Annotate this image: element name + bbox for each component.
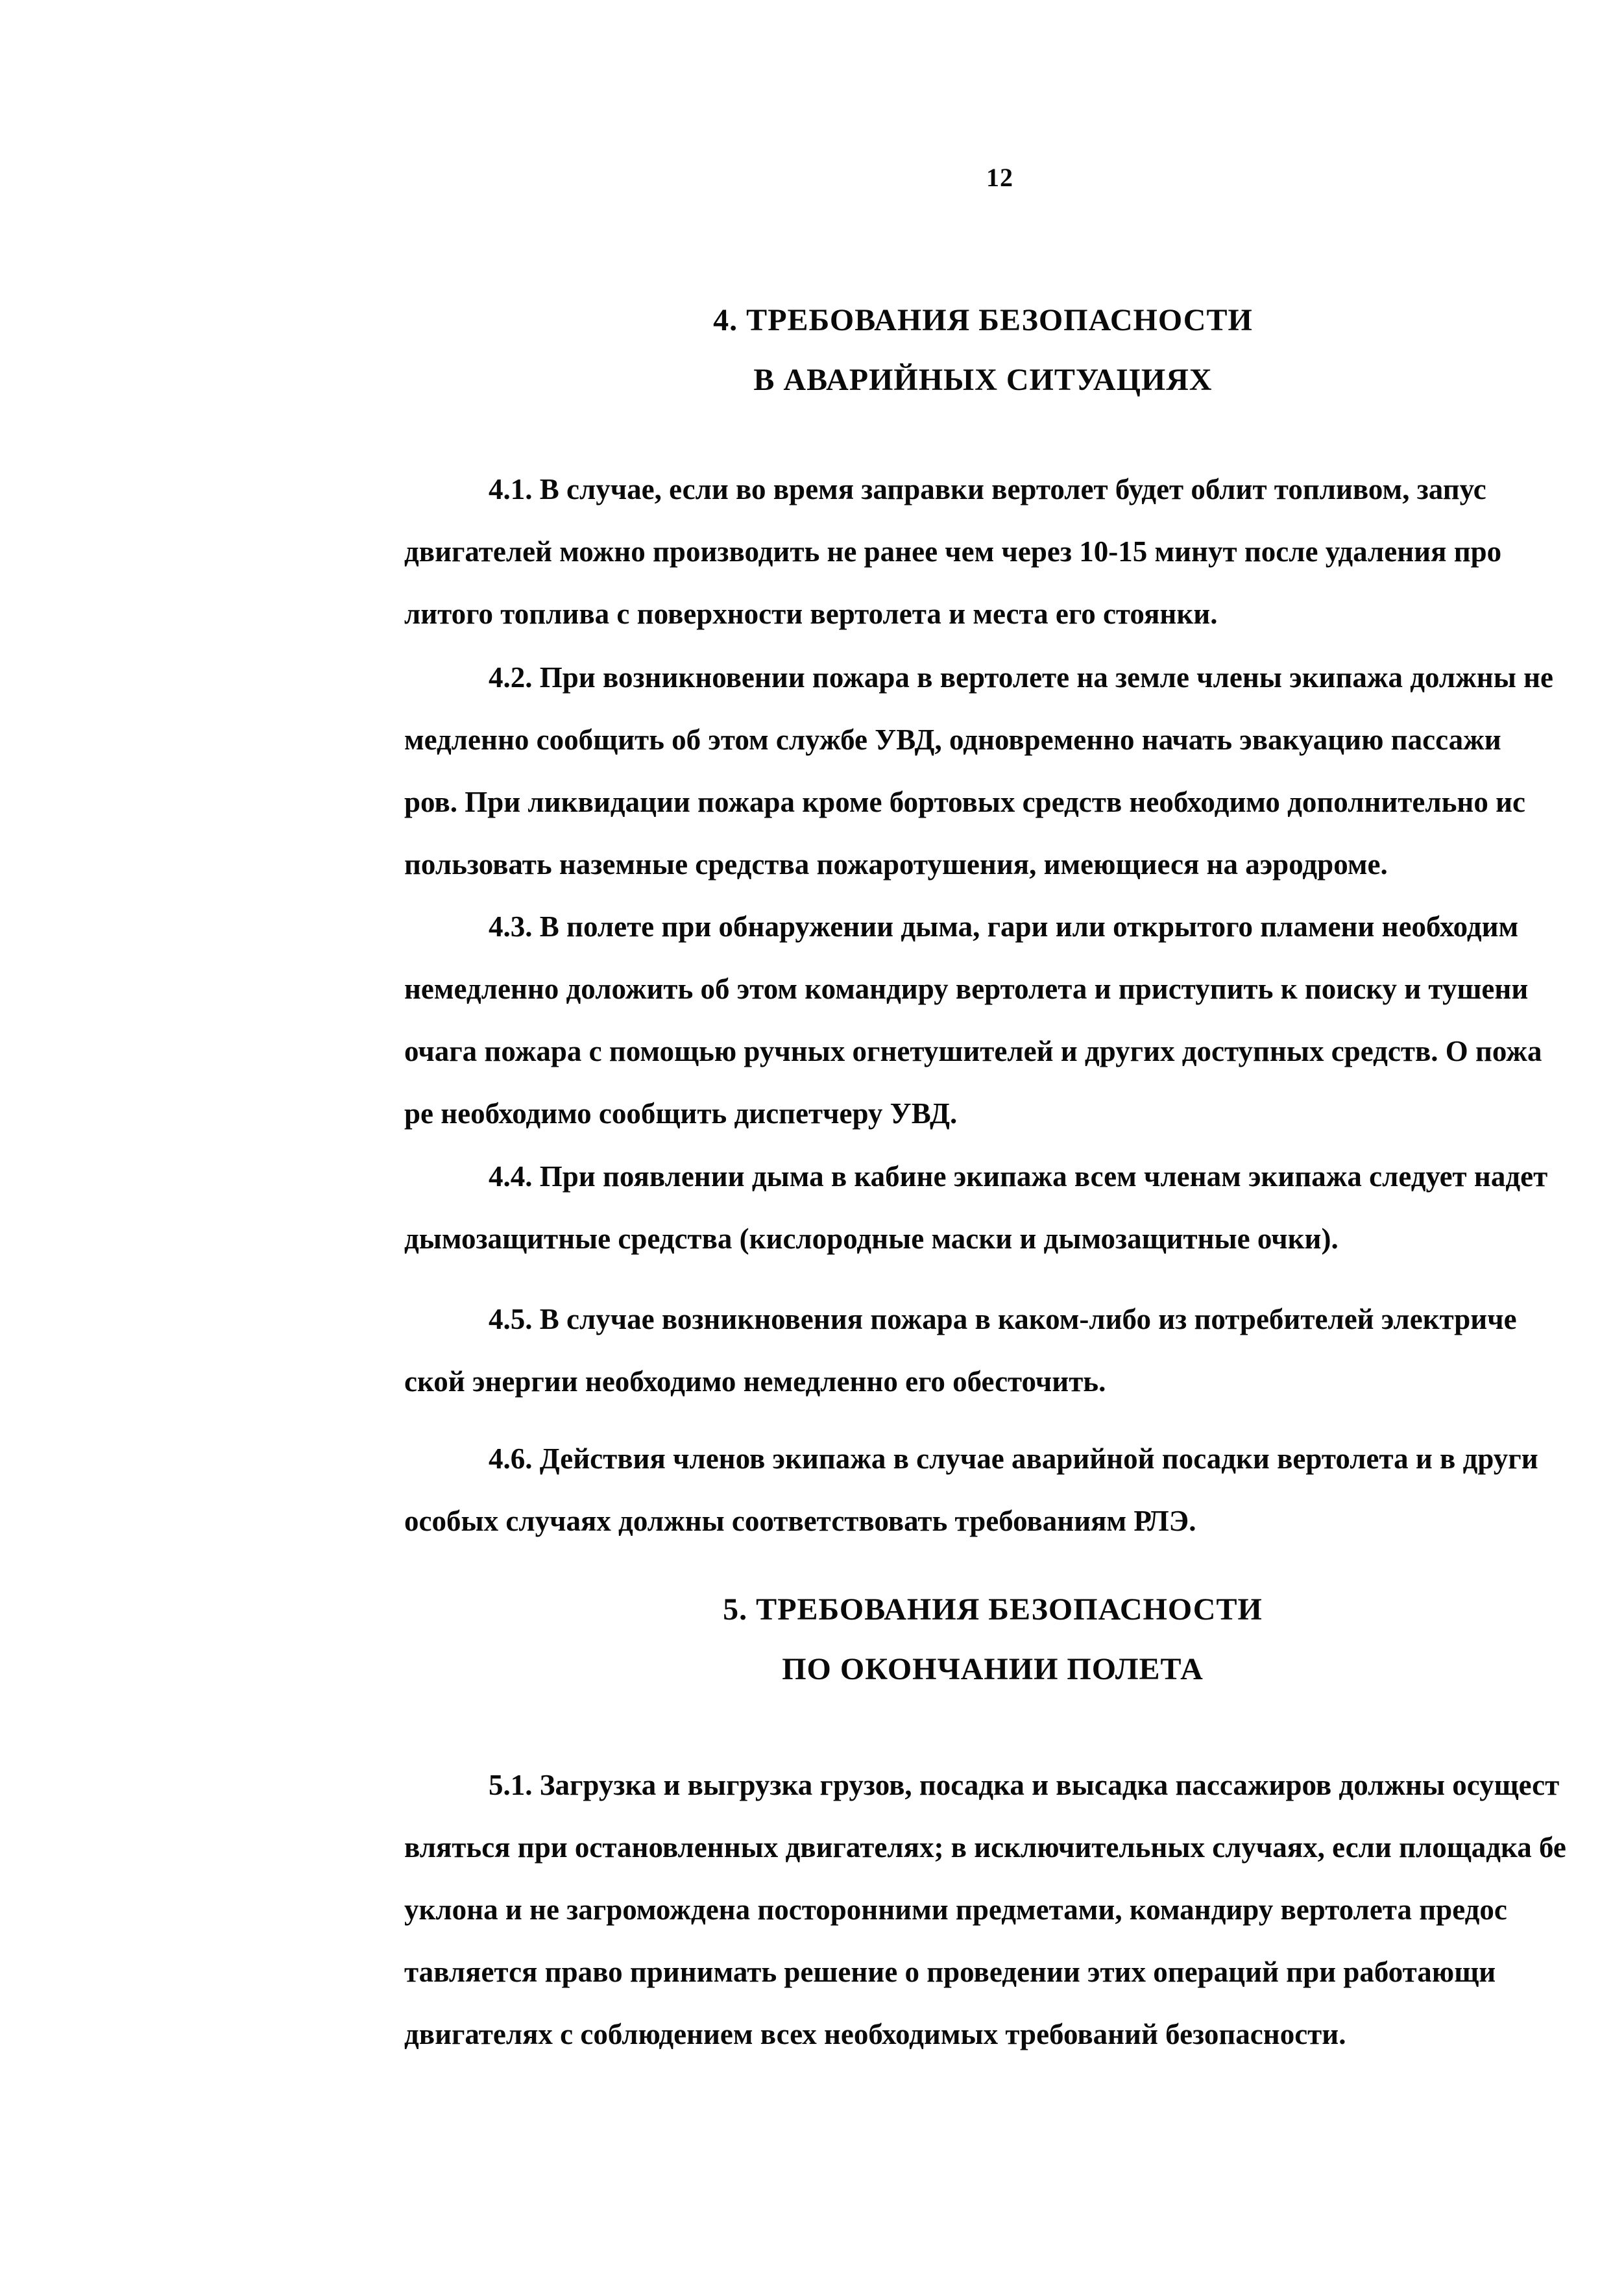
paragraph-line: вляться при остановленных двигателях; в исключительных случаях, если площадка бе bbox=[404, 1831, 1566, 1864]
section-5-title-line-2: ПО ОКОНЧАНИИ ПОЛЕТА bbox=[782, 1652, 1204, 1686]
section-4-heading bbox=[704, 291, 1262, 410]
paragraph-4-5 bbox=[404, 1288, 1624, 1413]
paragraph-line: 4.4. При появлении дыма в кабине экипажа всем членам экипажа следует надет bbox=[489, 1160, 1548, 1193]
paragraph-line: двигателях с соблюдением всех необходимых требований безопасности. bbox=[404, 2018, 1346, 2050]
page-number: 12 bbox=[986, 163, 1013, 192]
paragraph-line: ре необходимо сообщить диспетчеру УВД. bbox=[404, 1097, 958, 1130]
paragraph-4-4 bbox=[404, 1145, 1624, 1270]
section-4-title-line-1: 4. ТРЕБОВАНИЯ БЕЗОПАСНОСТИ bbox=[713, 303, 1253, 337]
paragraph-4-2 bbox=[404, 646, 1624, 895]
paragraph-line: 4.1. В случае, если во время заправки вертолет будет облит топливом, запус bbox=[489, 473, 1486, 505]
paragraph-line: 4.6. Действия членов экипажа в случае аварийной посадки вертолета и в други bbox=[489, 1442, 1538, 1475]
paragraph-4-1 bbox=[404, 458, 1624, 645]
paragraph-line: медленно сообщить об этом службе УВД, одновременно начать эвакуацию пассажи bbox=[404, 723, 1501, 756]
paragraph-line: литого топлива с поверхности вертолета и места его стоянки. bbox=[404, 598, 1218, 630]
paragraph-4-3 bbox=[404, 895, 1624, 1145]
paragraph-line: 4.3. В полете при обнаружении дыма, гари или открытого пламени необходим bbox=[489, 910, 1519, 943]
paragraph-line: 4.2. При возникновении пожара в вертолете на земле члены экипажа должны не bbox=[489, 661, 1554, 694]
paragraph-line: особых случаях должны соответствовать требованиям РЛЭ. bbox=[404, 1505, 1196, 1537]
paragraph-line: 5.1. Загрузка и выгрузка грузов, посадка и высадка пассажиров должны осущест bbox=[489, 1769, 1560, 1801]
paragraph-line: дымозащитные средства (кислородные маски и дымозащитные очки). bbox=[404, 1222, 1339, 1255]
section-5-title-line-1: 5. ТРЕБОВАНИЯ БЕЗОПАСНОСТИ bbox=[723, 1592, 1263, 1627]
paragraph-line: двигателей можно производить не ранее чем через 10-15 минут после удаления про bbox=[404, 535, 1502, 568]
paragraph-line: ской энергии необходимо немедленно его обесточить. bbox=[404, 1365, 1106, 1398]
section-4-title-line-2: В АВАРИЙНЫХ СИТУАЦИЯХ bbox=[753, 363, 1213, 397]
paragraph-line: очага пожара с помощью ручных огнетушителей и других доступных средств. О пожа bbox=[404, 1035, 1542, 1067]
paragraph-line: немедленно доложить об этом командиру вертолета и приступить к поиску и тушени bbox=[404, 973, 1529, 1005]
section-5-heading bbox=[714, 1580, 1272, 1699]
paragraph-line: тавляется право принимать решение о проведении этих операций при работающи bbox=[404, 1956, 1496, 1988]
paragraph-line: ров. При ликвидации пожара кроме бортовых средств необходимо дополнительно ис bbox=[404, 786, 1525, 818]
paragraph-line: пользовать наземные средства пожаротушения, имеющиеся на аэродроме. bbox=[404, 848, 1388, 881]
paragraph-4-6 bbox=[404, 1427, 1624, 1552]
paragraph-5-1 bbox=[404, 1754, 1624, 2065]
paragraph-line: уклона и не загромождена посторонними предметами, командиру вертолета предос bbox=[404, 1893, 1507, 1926]
paragraph-line: 4.5. В случае возникновения пожара в каком-либо из потребителей электриче bbox=[489, 1303, 1517, 1335]
